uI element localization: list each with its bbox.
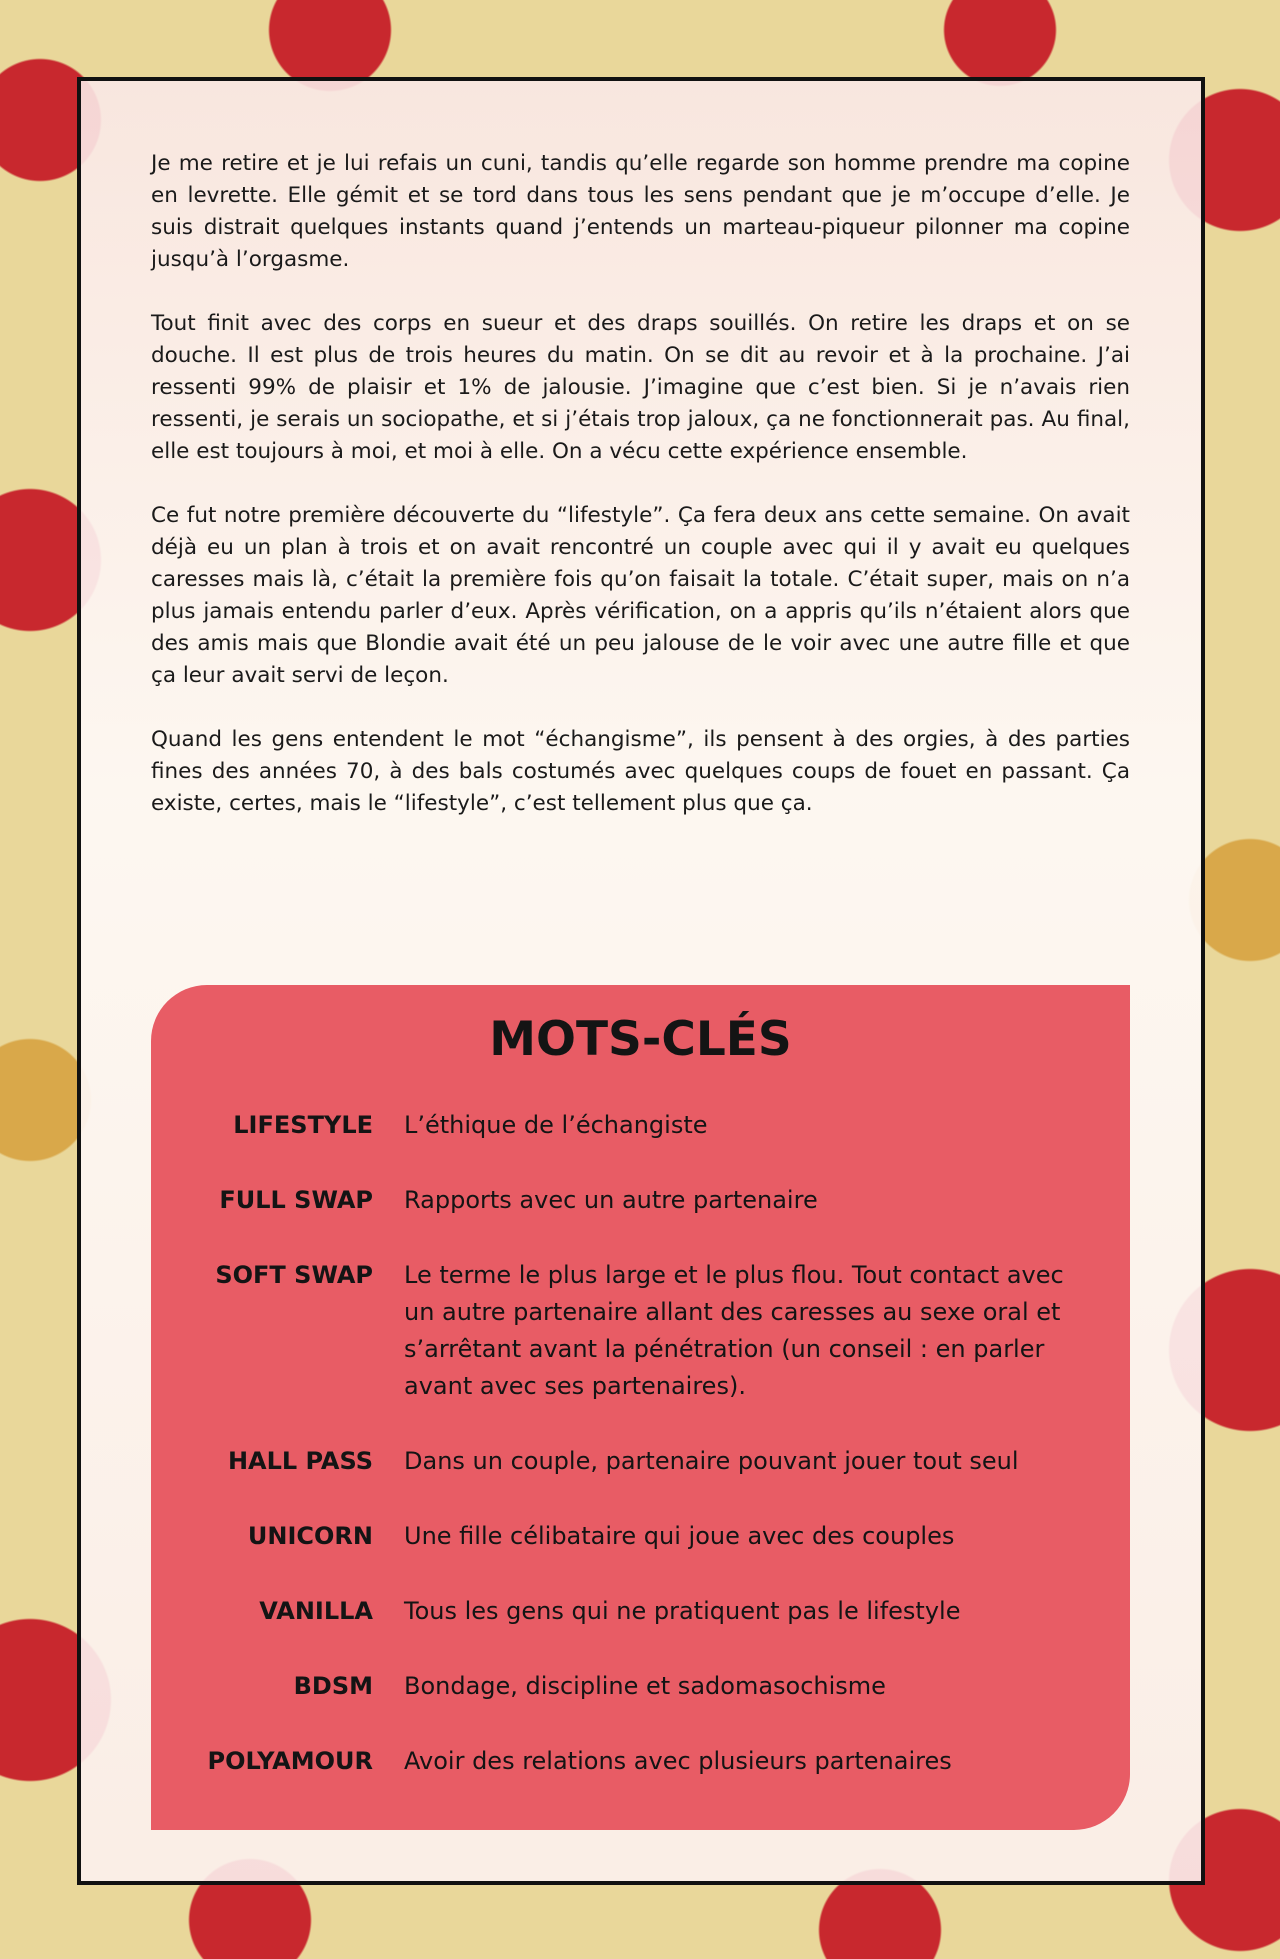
glossary-entry: [151, 1518, 1130, 1555]
glossary-definition: Dans un couple, partenaire pouvant jouer tout seul: [404, 1447, 1019, 1475]
glossary-entry: [151, 1743, 1130, 1780]
glossary-definition: Rapports avec un autre partenaire: [404, 1186, 818, 1214]
paragraph: Je me retire et je lui refais un cuni, tandis qu’elle regarde son homme prendre ma copine en levrette. Elle gémit et se tord dans tous les sens pendant que je m’occupe d’elle. Je suis distrait quelques instants quand j’entends un marteau-piqueur pilonner ma copine jusqu’à l’orgasme.: [151, 151, 1130, 272]
glossary-term: LIFESTYLE: [233, 1111, 373, 1139]
glossary-term: FULL SWAP: [219, 1186, 373, 1214]
glossary-entry: [151, 1257, 1130, 1405]
glossary-term: SOFT SWAP: [215, 1261, 373, 1289]
glossary-definition: Avoir des relations avec plusieurs partenaires: [404, 1747, 952, 1775]
glossary-box: [151, 985, 1130, 1830]
glossary-definition: Une fille célibataire qui joue avec des couples: [404, 1522, 955, 1550]
glossary-term: HALL PASS: [227, 1447, 373, 1475]
paragraph: Tout finit avec des corps en sueur et des draps souillés. On retire les draps et on se douche. Il est plus de trois heures du matin. On se dit au revoir et à la prochaine. J’ai ressenti 99% de plaisir et 1% de jalousie. J’imagine que c’est bien. Si je n’avais rien ressenti, je serais un sociopathe, et si j’étais trop jaloux, ça ne fonctionnerait pas. Au final, elle est toujours à moi, et moi à elle. On a vécu cette expérience ensemble.: [151, 311, 1130, 464]
glossary-term: BDSM: [293, 1672, 373, 1700]
paragraph: Ce fut notre première découverte du “lifestyle”. Ça fera deux ans cette semaine. On avait déjà eu un plan à trois et on avait rencontré un couple avec qui il y avait eu quelques caresses mais là, c’était la première fois qu’on faisait la totale. C’était super, mais on n’a plus jamais entendu parler d’eux. Après vérification, on a appris qu’ils n’étaient alors que des amis mais que Blondie avait été un peu jalouse de le voir avec une autre fille et que ça leur avait servi de leçon.: [151, 503, 1130, 688]
glossary-term: VANILLA: [259, 1597, 373, 1625]
glossary-entry: [151, 1182, 1130, 1219]
glossary-list: [151, 1107, 1130, 1818]
glossary-definition: Le terme le plus large et le plus flou. Tout contact avec un autre partenaire allant des caresses au sexe oral et s’arrêtant avant la pénétration (un conseil : en parler avant avec ses partenaires).: [404, 1261, 1064, 1400]
paragraph: Quand les gens entendent le mot “échangisme”, ils pensent à des orgies, à des parties fines des années 70, à des bals costumés avec quelques coups de fouet en passant. Ça existe, certes, mais le “lifestyle”, c’est tellement plus que ça.: [151, 727, 1130, 816]
glossary-entry: [151, 1107, 1130, 1144]
glossary-term: UNICORN: [247, 1522, 373, 1550]
glossary-title: MOTS-CLÉS: [489, 1012, 792, 1067]
glossary-definition: L’éthique de l’échangiste: [404, 1111, 708, 1139]
glossary-entry: [151, 1593, 1130, 1630]
glossary-entry: [151, 1668, 1130, 1705]
body-text: [151, 148, 1130, 852]
glossary-term: POLYAMOUR: [207, 1747, 373, 1775]
glossary-definition: Tous les gens qui ne pratiquent pas le lifestyle: [404, 1597, 961, 1625]
glossary-entry: [151, 1443, 1130, 1480]
glossary-definition: Bondage, discipline et sadomasochisme: [404, 1672, 886, 1700]
